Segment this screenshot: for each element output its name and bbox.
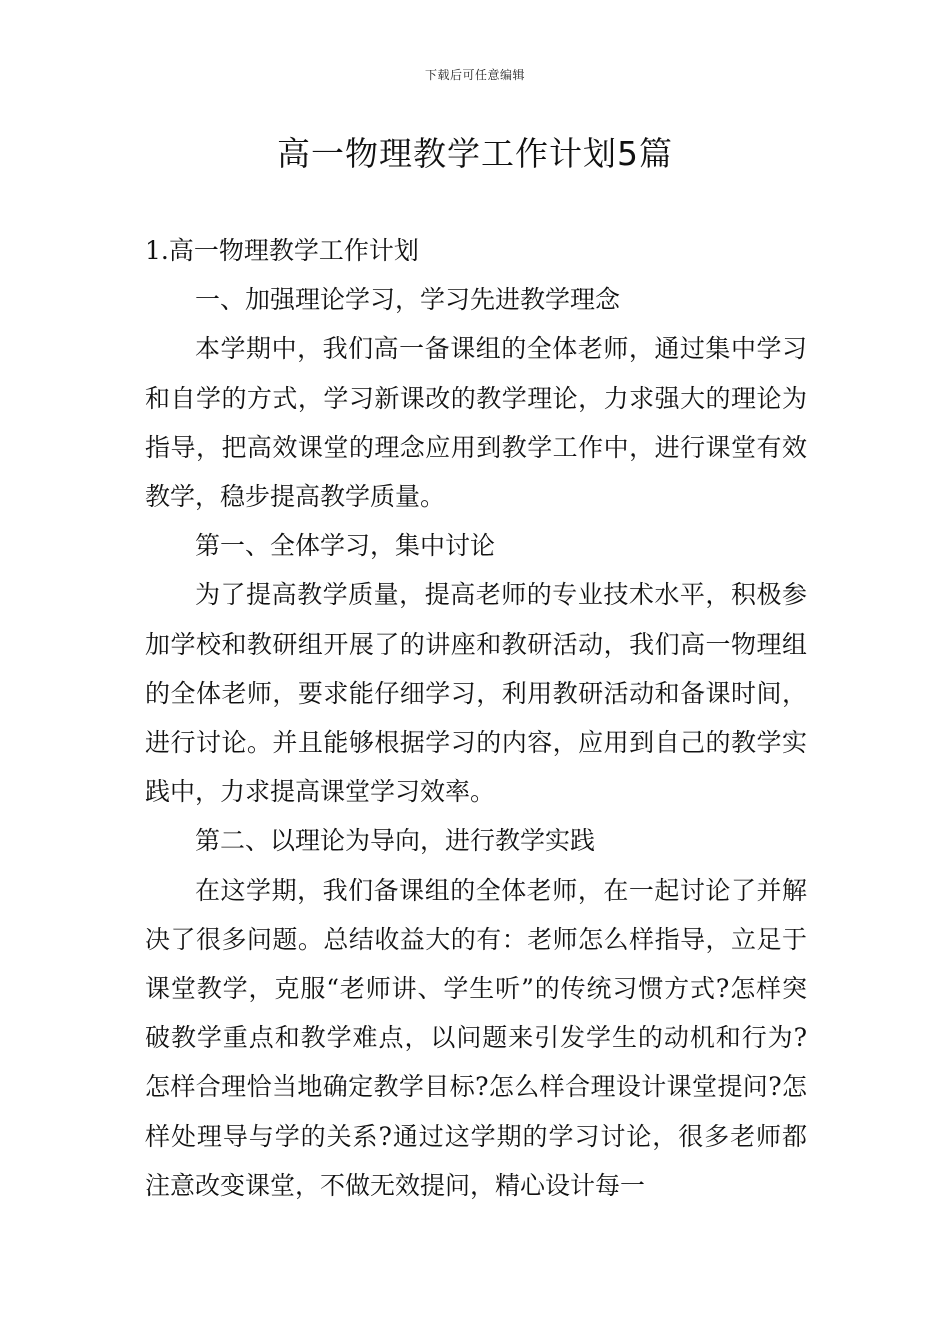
header-note: 下载后可任意编辑 (424, 68, 525, 82)
document-title: 高一物理教学工作计划5篇 (277, 134, 673, 173)
section-title: 1.高一物理教学工作计划 (145, 236, 419, 265)
paragraph-heading: 一、加强理论学习，学习先进教学理念 (195, 285, 621, 315)
paragraph: 在这学期，我们备课组的全体老师，在一起讨论了并解决了很多问题。总结收益大的有：老师怎么样指导，立足于课堂教学，克服“老师讲、学生听”的传统习惯方式?怎样突破教学重点和教学难点，以问题来引发学生的动机和行为?怎样合理恰当地确定教学目标?怎么样合理设计课堂提问?怎样处理导与学的关系?通过这学期的学习讨论，很多老师都注意改变课堂，不做无效提问，精心设计每一 (145, 875, 807, 1200)
paragraph: 本学期中，我们高一备课组的全体老师，通过集中学习和自学的方式，学习新课改的教学理论，力求强大的理论为指导，把高效课堂的理念应用到教学工作中，进行课堂有效教学，稳步提高教学质量。 (145, 334, 807, 512)
paragraph-heading: 第一、全体学习，集中讨论 (195, 531, 496, 561)
document-body (145, 226, 807, 1210)
paragraph: 为了提高教学质量，提高老师的专业技术水平，积极参加学校和教研组开展了的讲座和教研活动，我们高一物理组的全体老师，要求能仔细学习，利用教研活动和备课时间，进行讨论。并且能够根据学习的内容，应用到自己的教学实践中，力求提高课堂学习效率。 (145, 580, 807, 807)
paragraph-heading: 第二、以理论为导向，进行教学实践 (195, 826, 596, 856)
